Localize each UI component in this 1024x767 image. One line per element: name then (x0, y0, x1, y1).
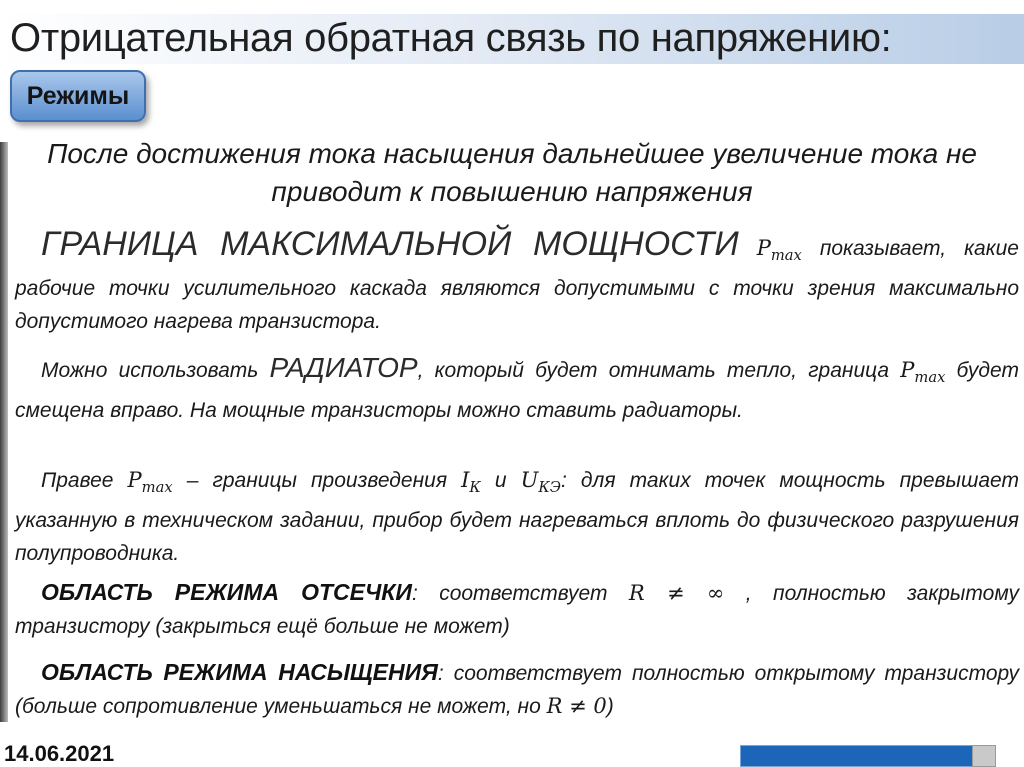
radiator-text-3: будет смещена вправо. На мощные транзисторы можно ставить радиаторы. (15, 359, 1019, 423)
max-power-text: показывает, какие рабочие точки усилительного каскада являются допустимыми с точки зрения максимально допустимого нагрева транзистора. (15, 237, 1019, 334)
progress-bar-tail (972, 745, 996, 767)
ik-symbol: $I_К$ (461, 468, 481, 497)
saturation-text-1: : соответствует полностью открытому транзистору (больше сопротивление уменьшаться не может, но (15, 662, 1019, 718)
left-shadow-bar (0, 142, 8, 722)
saturation-formula: R ≠ 0 (546, 694, 607, 718)
intro-text: После достижения тока насыщения дальнейшее увеличение тока не приводит к повышению напряжения (47, 138, 977, 207)
paragraph-saturation (15, 656, 1019, 723)
beyond-text-1: Правее (41, 469, 114, 492)
beyond-text-3: : для таких точек мощность превышает указанную в техническом задании, прибор будет нагреваться вплоть до физического разрушения полупроводника. (15, 469, 1019, 566)
pmax-symbol-3: $P_{max}$ (127, 468, 173, 497)
progress-bar (740, 745, 995, 767)
beyond-text-2: – границы произведения (186, 469, 448, 492)
saturation-text-2: ) (606, 695, 614, 718)
uke-symbol: $U_{КЭ}$ (520, 468, 561, 497)
cutoff-text-1: : соответствует (411, 582, 608, 605)
cutoff-text-2: , полностью закрытому транзистору (закрыться ещё больше не может) (15, 582, 1019, 638)
paragraph-beyond-pmax (15, 464, 1019, 570)
footer-date: 14.06.2021 (4, 741, 115, 766)
max-power-heading: ГРАНИЦА МАКСИМАЛЬНОЙ МОЩНОСТИ (41, 225, 739, 263)
saturation-heading: ОБЛАСТЬ РЕЖИМА НАСЫЩЕНИЯ (41, 659, 438, 685)
beyond-and: и (494, 469, 507, 492)
radiator-text-1: Можно использовать (41, 359, 259, 382)
cutoff-heading: ОБЛАСТЬ РЕЖИМА ОТСЕЧКИ (41, 579, 412, 605)
radiator-highlight: РАДИАТОР (269, 352, 418, 383)
paragraph-radiator (15, 351, 1019, 427)
section-tag: Режимы (10, 70, 146, 122)
pmax-symbol: $P_{max}$ (756, 236, 802, 265)
cutoff-formula: R ≠ ∞ (628, 581, 725, 605)
pmax-symbol-2: $P_{max}$ (900, 358, 946, 387)
paragraph-cutoff (15, 576, 1019, 643)
page-title: Отрицательная обратная связь по напряжению: (10, 16, 892, 60)
radiator-text-2: , который будет отнимать тепло, граница (417, 359, 890, 382)
paragraph-max-power (15, 225, 1019, 338)
